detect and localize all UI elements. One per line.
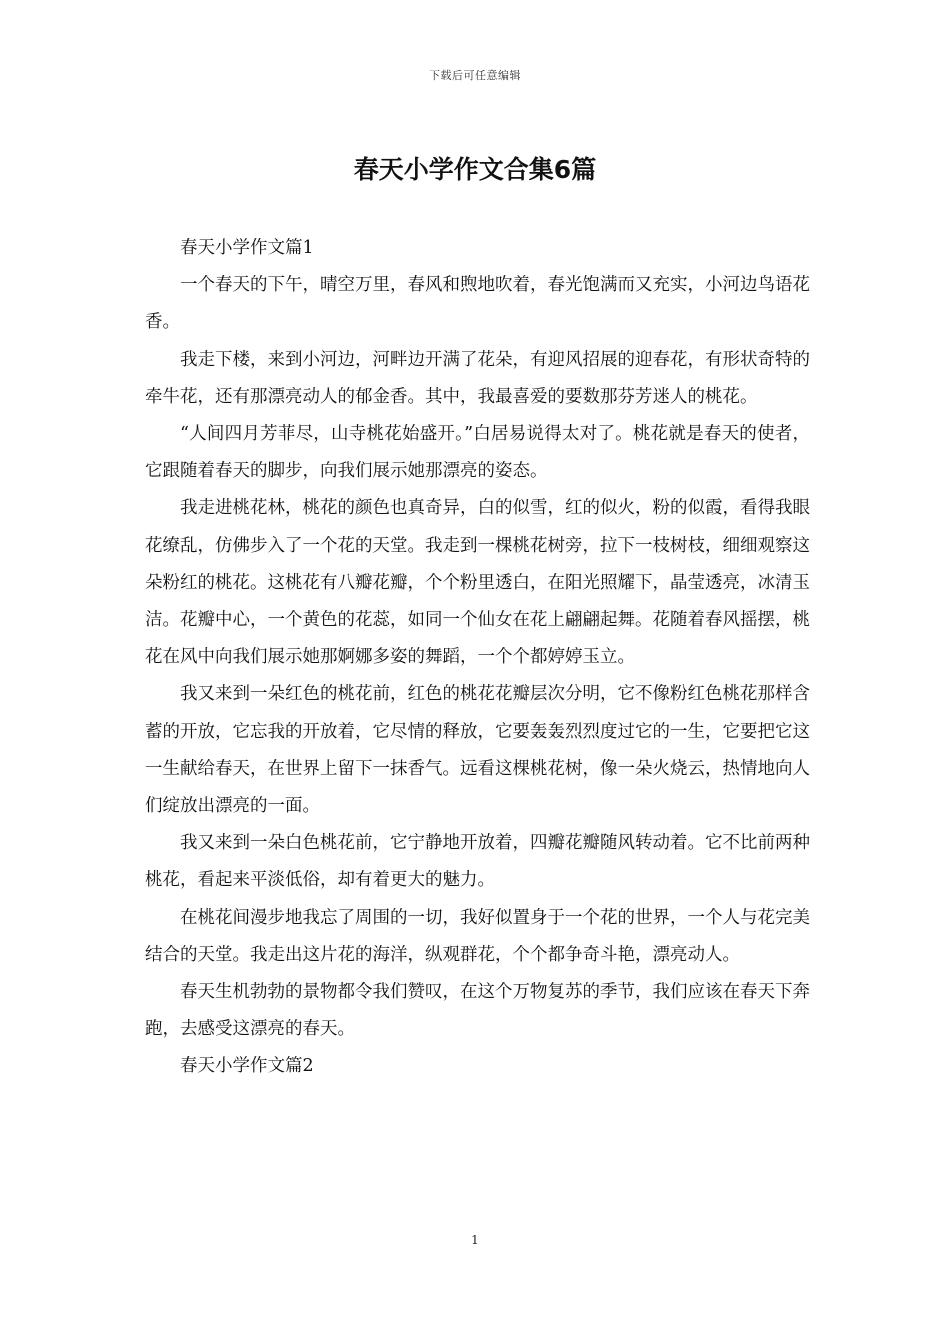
paragraph: 春天生机勃勃的景物都令我们赞叹，在这个万物复苏的季节，我们应该在春天下奔跑，去感受这漂亮的春天。 [145,982,810,1040]
paragraph: 我走下楼，来到小河边，河畔边开满了花朵，有迎风招展的迎春花，有形状奇特的牵牛花，还有那漂亮动人的郁金香。其中，我最喜爱的要数那芬芳迷人的桃花。 [145,349,810,407]
paragraph: 一个春天的下午，晴空万里，春风和煦地吹着，春光饱满而又充实，小河边鸟语花香。 [145,275,810,333]
section-heading-2: 春天小学作文篇2 [180,1056,314,1077]
paragraph: 我又来到一朵白色桃花前，它宁静地开放着，四瓣花瓣随风转动着。它不比前两种桃花，看起来平淡低俗，却有着更大的魅力。 [145,833,810,891]
paragraph: 在桃花间漫步地我忘了周围的一切，我好似置身于一个花的世界，一个人与花完美结合的天堂。我走出这片花的海洋，纵观群花，个个都争奇斗艳，漂亮动人。 [145,907,810,965]
header-note: 下载后可任意编辑 [429,69,521,82]
section-heading-1: 春天小学作文篇1 [180,238,314,258]
document-title: 春天小学作文合集6篇 [353,155,597,184]
paragraph: 我走进桃花林，桃花的颜色也真奇异，白的似雪，红的似火，粉的似霞，看得我眼花缭乱，仿佛步入了一个花的天堂。我走到一棵桃花树旁，拉下一枝树枝，细细观察这朵粉红的桃花。这桃花有八瓣花瓣，个个粉里透白，在阳光照耀下，晶莹透亮，冰清玉洁。花瓣中心，一个黄色的花蕊，如同一个仙女在花上翩翩起舞。花随着春风摇摆，桃花在风中向我们展示她那婀娜多姿的舞蹈，一个个都婷婷玉立。 [145,498,810,668]
paragraph: “人间四月芳菲尽，山寺桃花始盛开。”白居易说得太对了。桃花就是春天的使者，它跟随着春天的脚步，向我们展示她那漂亮的姿态。 [145,424,810,482]
document-body [145,230,810,1086]
page-number: 1 [471,1233,479,1247]
paragraph: 我又来到一朵红色的桃花前，红色的桃花花瓣层次分明，它不像粉红色桃花那样含蓄的开放，它忘我的开放着，它尽情的释放，它要轰轰烈烈度过它的一生，它要把它这一生献给春天，在世界上留下一抹香气。远看这棵桃花树，像一朵火烧云，热情地向人们绽放出漂亮的一面。 [145,684,810,817]
